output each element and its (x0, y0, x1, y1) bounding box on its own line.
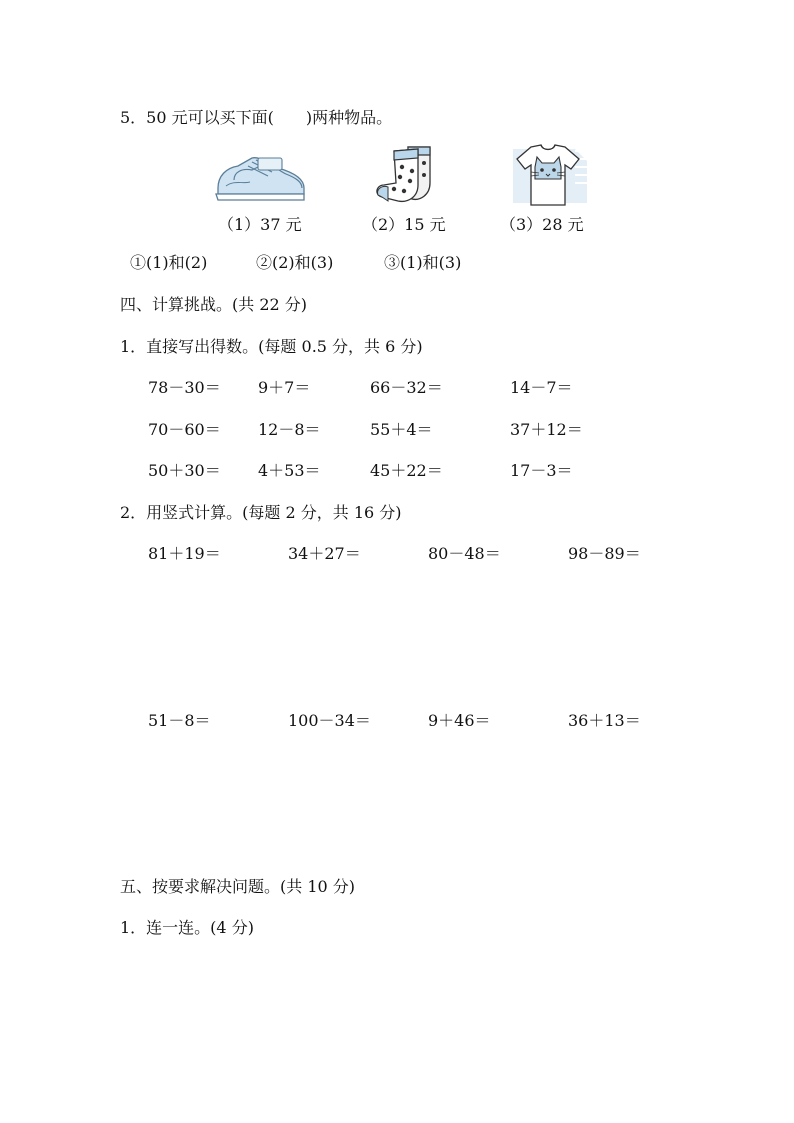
cat-tshirt-icon (505, 143, 591, 209)
vertical-calc-item: 80－48＝ (428, 544, 501, 563)
calc-item: 45＋22＝ (370, 461, 443, 480)
calc-item: 66－32＝ (370, 378, 443, 397)
sneakers-icon (212, 150, 308, 204)
item-caption-1: （1）37 元 (218, 215, 302, 234)
section4-title: 四、计算挑战。(共 22 分) (120, 295, 308, 314)
section5-title: 五、按要求解决问题。(共 10 分) (120, 877, 356, 896)
socks-icon (372, 143, 438, 205)
vertical-calc-item: 81＋19＝ (148, 544, 221, 563)
calc-item: 37＋12＝ (510, 420, 583, 439)
calc-item: 17－3＝ (510, 461, 573, 480)
q5-stem: 5．50 元可以买下面( )两种物品。 (120, 108, 393, 127)
vertical-calc-item: 98－89＝ (568, 544, 641, 563)
vertical-calc-item: 9＋46＝ (428, 711, 491, 730)
calc-item: 70－60＝ (148, 420, 221, 439)
item-caption-3: （3）28 元 (500, 215, 584, 234)
vertical-calc-item: 36＋13＝ (568, 711, 641, 730)
calc-item: 12－8＝ (258, 420, 321, 439)
vertical-calc-item: 100－34＝ (288, 711, 371, 730)
option-3[interactable]: ③(1)和(3) (384, 253, 462, 272)
calc-item: 78－30＝ (148, 378, 221, 397)
section4-q1-title: 1．直接写出得数。(每题 0.5 分，共 6 分) (120, 337, 423, 356)
option-2[interactable]: ②(2)和(3) (256, 253, 334, 272)
calc-item: 9＋7＝ (258, 378, 311, 397)
vertical-calc-item: 34＋27＝ (288, 544, 361, 563)
calc-item: 55＋4＝ (370, 420, 433, 439)
calc-item: 14－7＝ (510, 378, 573, 397)
section4-q2-title: 2．用竖式计算。(每题 2 分，共 16 分) (120, 503, 402, 522)
vertical-calc-item: 51－8＝ (148, 711, 211, 730)
section5-q1-title: 1．连一连。(4 分) (120, 918, 254, 937)
item-caption-2: （2）15 元 (362, 215, 446, 234)
option-1[interactable]: ①(1)和(2) (130, 253, 208, 272)
calc-item: 50＋30＝ (148, 461, 221, 480)
calc-item: 4＋53＝ (258, 461, 321, 480)
